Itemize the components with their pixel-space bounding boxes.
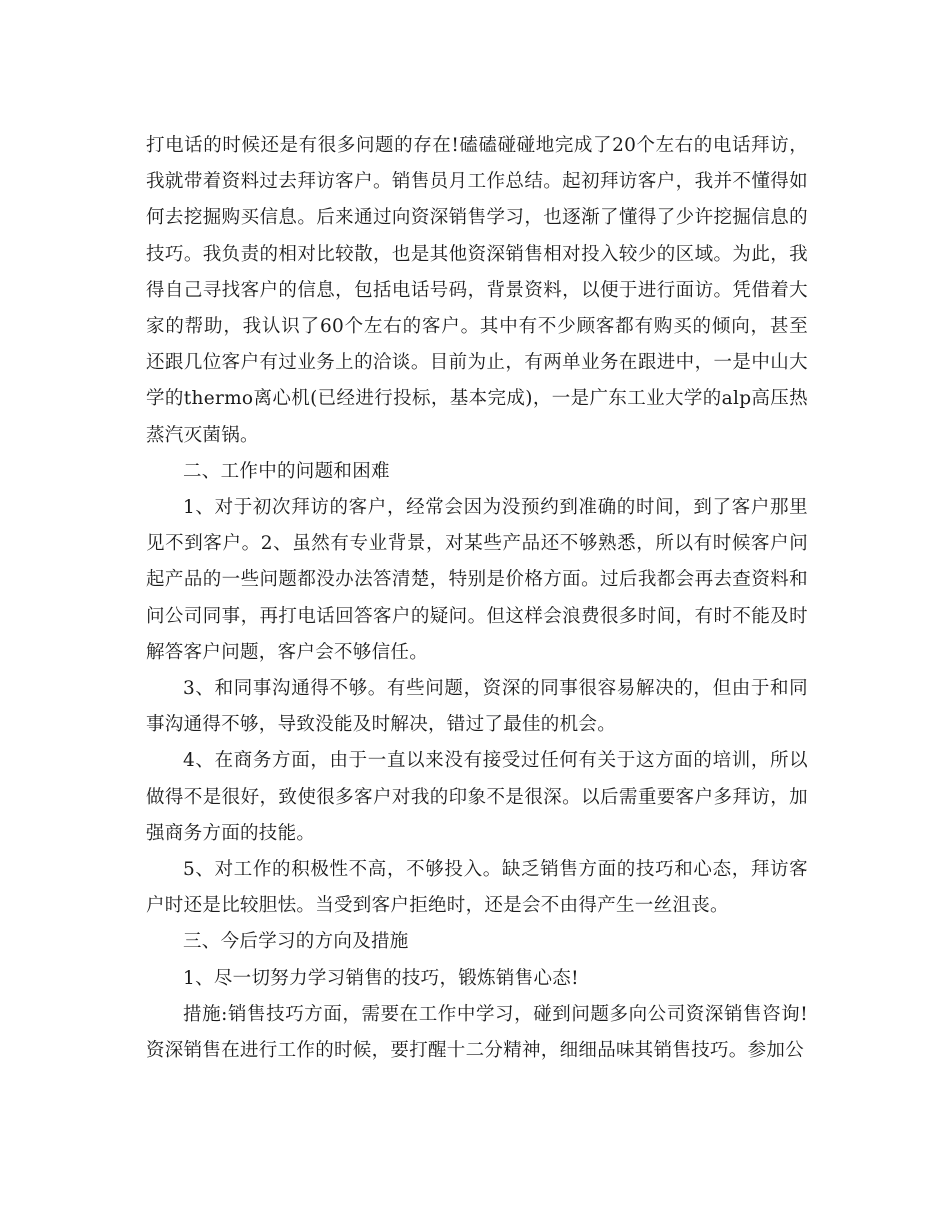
document-body <box>146 128 808 1069</box>
section-heading-problems: 二、工作中的问题和困难 <box>183 460 390 482</box>
section-heading-future: 三、今后学习的方向及措施 <box>183 931 409 953</box>
paragraph-problem-4: 4、在商务方面，由于一直以来没有接受过任何有关于这方面的培训，所以做得不是很好，致使很多客户对我的印象不是很深。以后需重要客户多拜访，加强商务方面的技能。 <box>146 750 808 844</box>
paragraph-visit-summary: 打电话的时候还是有很多问题的存在!磕磕碰碰地完成了20个左右的电话拜访，我就带着资料过去拜访客户。销售员月工作总结。起初拜访客户，我并不懂得如何去挖掘购买信息。后来通过向资深销售学习，也逐渐了懂得了少许挖掘信息的技巧。我负责的相对比较散，也是其他资深销售相对投入较少的区域。为此，我得自己寻找客户的信息，包括电话号码，背景资料，以便于进行面访。凭借着大家的帮助，我认识了60个左右的客户。其中有不少顾客都有购买的倾向，甚至还跟几位客户有过业务上的洽谈。目前为止，有两单业务在跟进中，一是中山大学的thermo离心机(已经进行投标，基本完成)，一是广东工业大学的alp高压热蒸汽灭菌锅。 <box>146 135 808 446</box>
paragraph-problem-1-2: 1、对于初次拜访的客户，经常会因为没预约到准确的时间，到了客户那里见不到客户。2、虽然有专业背景，对某些产品还不够熟悉，所以有时候客户问起产品的一些问题都没办法答清楚，特别是价格方面。过后我都会再去查资料和问公司同事，再打电话回答客户的疑问。但这样会浪费很多时间，有时不能及时解答客户问题，客户会不够信任。 <box>146 497 808 663</box>
paragraph-problem-5: 5、对工作的积极性不高，不够投入。缺乏销售方面的技巧和心态，拜访客户时还是比较胆怯。当受到客户拒绝时，还是会不由得产生一丝沮丧。 <box>146 859 808 917</box>
paragraph-goal-1: 1、尽一切努力学习销售的技巧，锻炼销售心态! <box>183 967 579 989</box>
paragraph-problem-3: 3、和同事沟通得不够。有些问题，资深的同事很容易解决的，但由于和同事沟通得不够，导致没能及时解决，错过了最佳的机会。 <box>146 678 808 736</box>
paragraph-measures: 措施:销售技巧方面，需要在工作中学习，碰到问题多向公司资深销售咨询!资深销售在进行工作的时候，要打醒十二分精神，细细品味其销售技巧。参加公 <box>146 1003 808 1062</box>
